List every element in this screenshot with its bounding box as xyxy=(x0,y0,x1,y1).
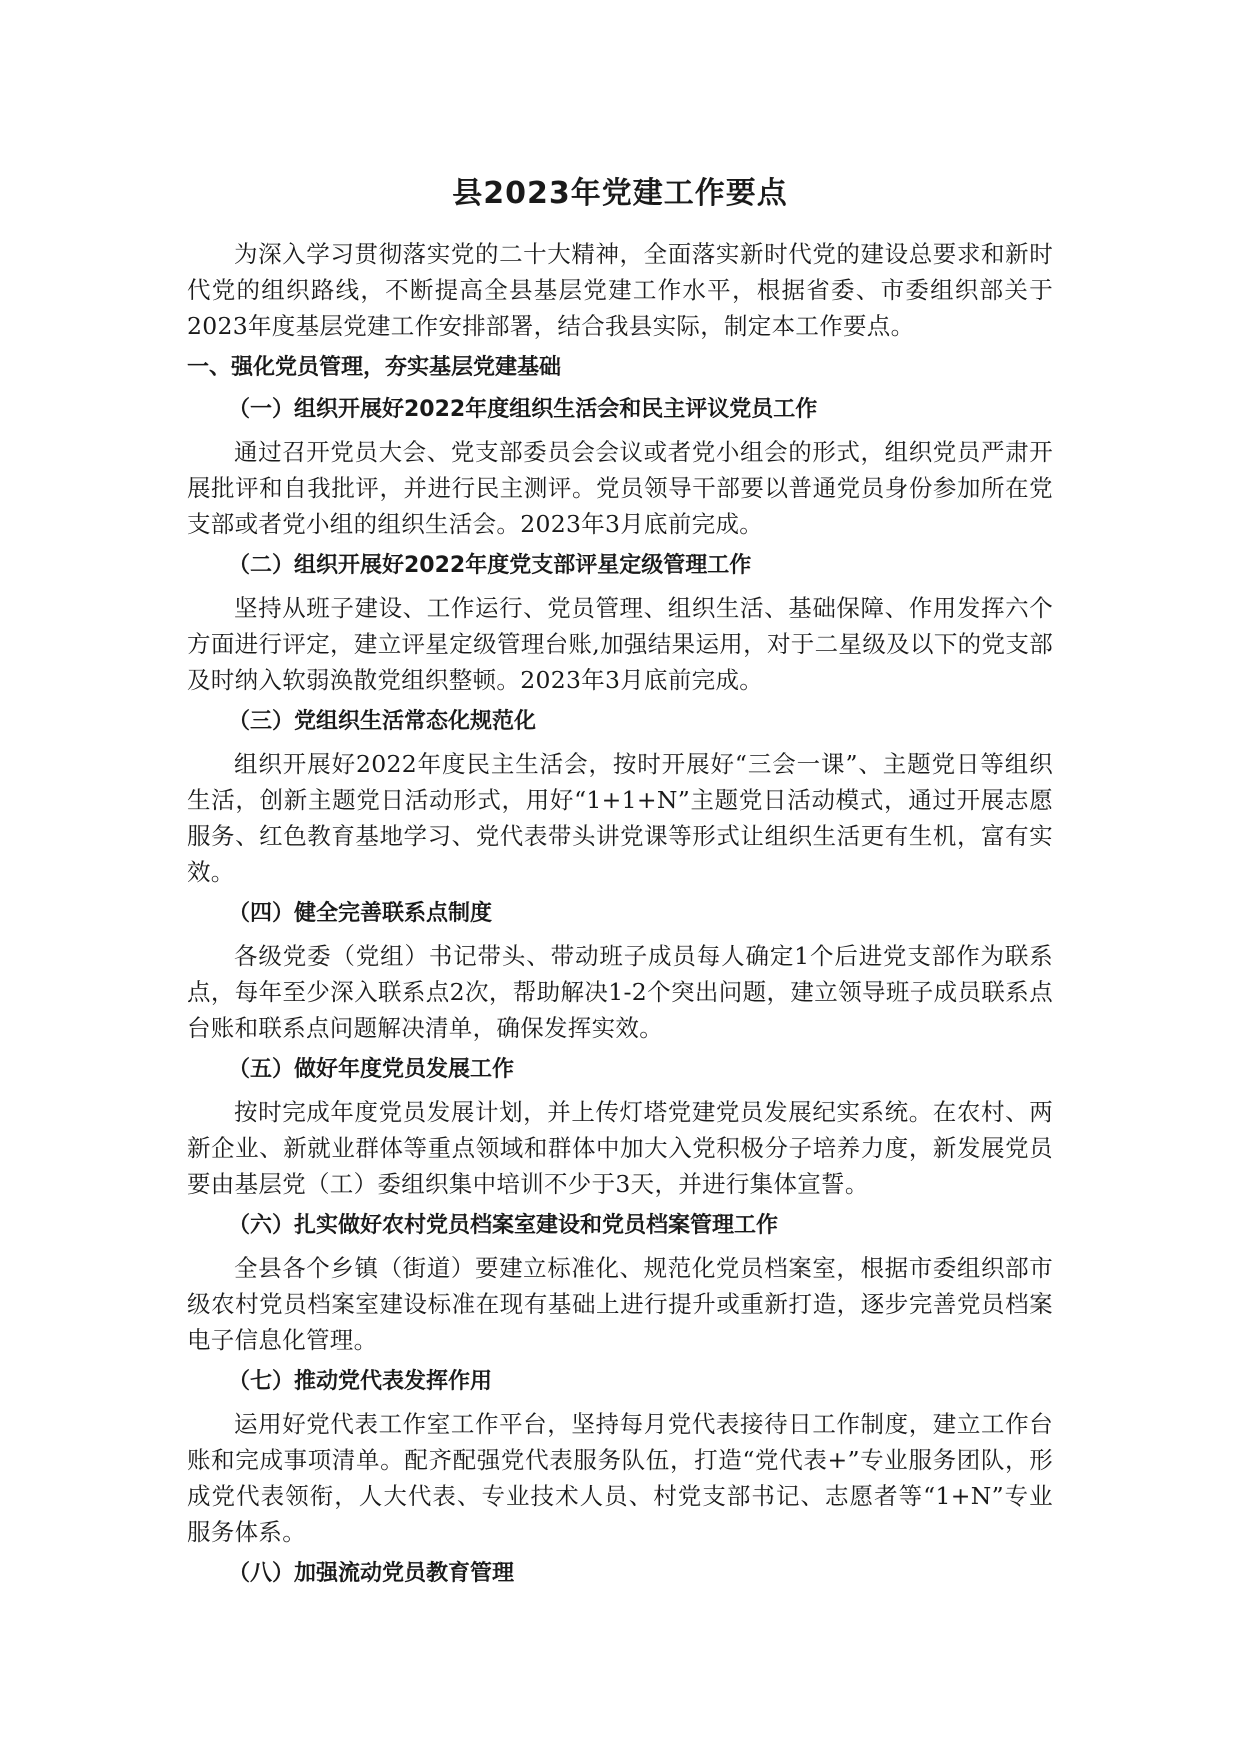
subsection-body-6: 全县各个乡镇（街道）要建立标准化、规范化党员档案室，根据市委组织部市级农村党员档案室建设标准在现有基础上进行提升或重新打造，逐步完善党员档案电子信息化管理。 xyxy=(187,1254,1053,1354)
subsection-body-5: 按时完成年度党员发展计划，并上传灯塔党建党员发展纪实系统。在农村、两新企业、新就业群体等重点领域和群体中加大入党积极分子培养力度，新发展党员要由基层党（工）委组织集中培训不少于3天，并进行集体宣誓。 xyxy=(187,1098,1053,1198)
subsection-body-3: 组织开展好2022年度民主生活会，按时开展好“三会一课”、主题党日等组织生活，创新主题党日活动形式，用好“1+1+N”主题党日活动模式，通过开展志愿服务、红色教育基地学习、党代表带头讲党课等形式让组织生活更有生机，富有实效。 xyxy=(187,750,1053,886)
subsection-heading-4: （四）健全完善联系点制度 xyxy=(228,901,493,926)
subsection-heading-8: （八）加强流动党员教育管理 xyxy=(228,1561,515,1586)
document-title: 县2023年党建工作要点 xyxy=(452,176,788,211)
subsection-body-4: 各级党委（党组）书记带头、带动班子成员每人确定1个后进党支部作为联系点，每年至少深入联系点2次，帮助解决1-2个突出问题，建立领导班子成员联系点台账和联系点问题解决清单，确保发挥实效。 xyxy=(187,942,1053,1042)
subsection-heading-1: （一）组织开展好2022年度组织生活会和民主评议党员工作 xyxy=(228,397,818,422)
intro-paragraph: 为深入学习贯彻落实党的二十大精神，全面落实新时代党的建设总要求和新时代党的组织路线，不断提高全县基层党建工作水平，根据省委、市委组织部关于2023年度基层党建工作安排部署，结合我县实际，制定本工作要点。 xyxy=(187,240,1053,340)
subsection-heading-5: （五）做好年度党员发展工作 xyxy=(228,1057,515,1082)
subsection-heading-2: （二）组织开展好2022年度党支部评星定级管理工作 xyxy=(228,553,752,578)
section-heading-1: 一、强化党员管理，夯实基层党建基础 xyxy=(187,355,562,380)
subsection-body-1: 通过召开党员大会、党支部委员会会议或者党小组会的形式，组织党员严肃开展批评和自我批评，并进行民主测评。党员领导干部要以普通党员身份参加所在党支部或者党小组的组织生活会。2023年3月底前完成。 xyxy=(187,438,1053,538)
subsection-heading-3: （三）党组织生活常态化规范化 xyxy=(228,709,537,734)
subsection-body-2: 坚持从班子建设、工作运行、党员管理、组织生活、基础保障、作用发挥六个方面进行评定，建立评星定级管理台账,加强结果运用，对于二星级及以下的党支部及时纳入软弱涣散党组织整顿。2023年3月底前完成。 xyxy=(187,594,1053,694)
subsection-heading-6: （六）扎实做好农村党员档案室建设和党员档案管理工作 xyxy=(228,1213,779,1238)
subsection-body-7: 运用好党代表工作室工作平台，坚持每月党代表接待日工作制度，建立工作台账和完成事项清单。配齐配强党代表服务队伍，打造“党代表+”专业服务团队，形成党代表领衔，人大代表、专业技术人员、村党支部书记、志愿者等“1+N”专业服务体系。 xyxy=(187,1410,1053,1546)
subsection-heading-7: （七）推动党代表发挥作用 xyxy=(228,1369,493,1394)
document-page xyxy=(187,172,1053,1598)
